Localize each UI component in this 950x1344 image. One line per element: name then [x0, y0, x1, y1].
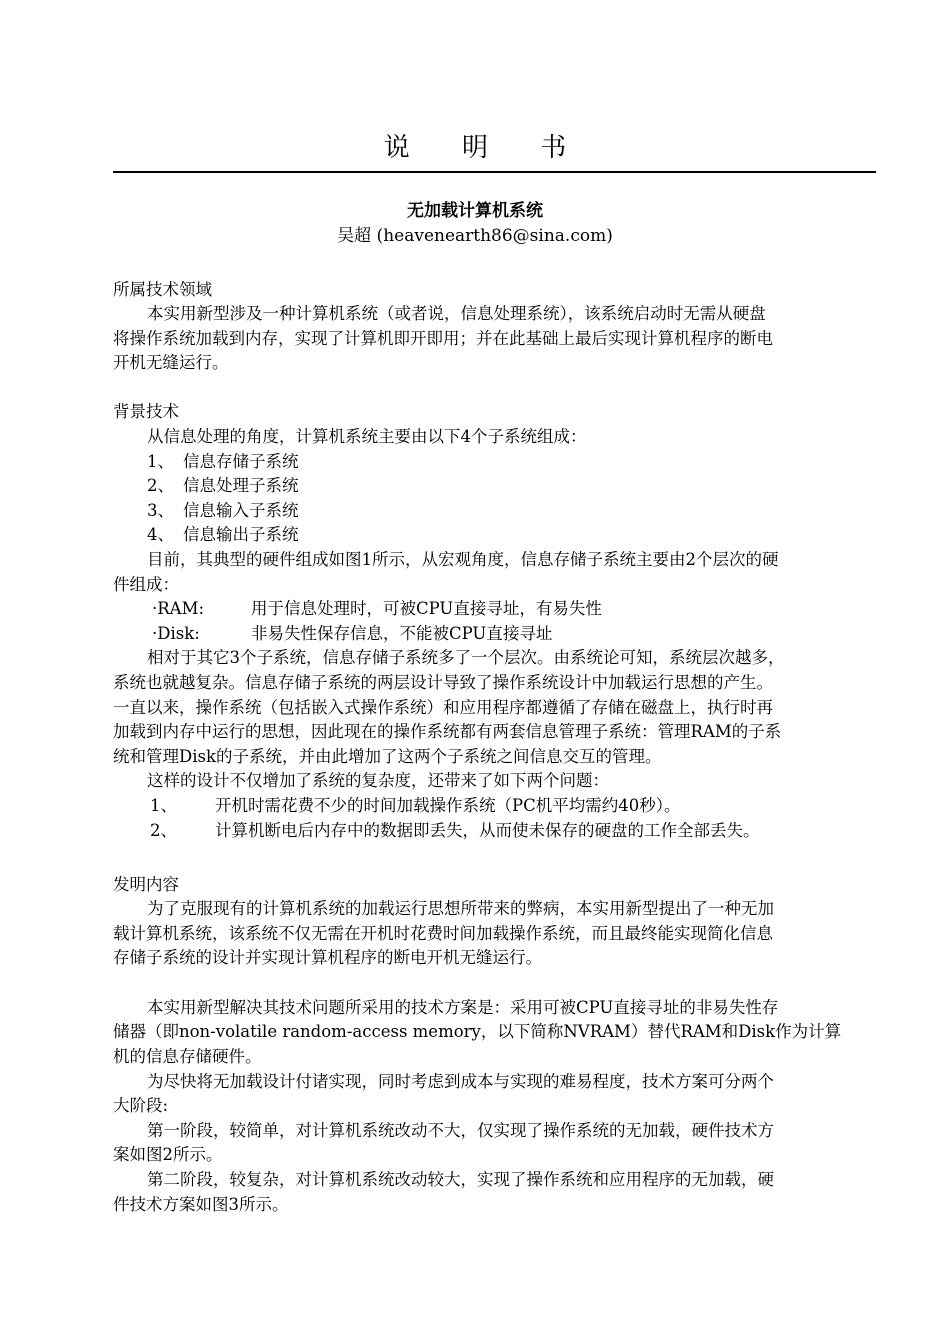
- paragraph-line: 机的信息存储硬件。: [113, 1047, 262, 1066]
- list-item-number: 3、: [147, 501, 174, 520]
- paragraph-line: 开机无缝运行。: [113, 353, 229, 372]
- list-item-number: 1、: [147, 452, 174, 471]
- paragraph-line: 相对于其它3个子系统，信息存储子系统多了一个层次。由系统论可知，系统层次越多，: [147, 648, 785, 667]
- problem-number: 1、: [150, 796, 177, 815]
- list-item-number: 4、: [147, 525, 174, 544]
- paragraph-line: 从信息处理的角度，计算机系统主要由以下4个子系统组成：: [147, 427, 587, 446]
- paragraph-line: 件技术方案如图3所示。: [113, 1195, 289, 1214]
- paragraph-line: 储器（即non-volatile random-access memory，以下简称NVRAM）替代RAM和Disk作为计算: [113, 1022, 842, 1041]
- paragraph-line: 加载到内存中运行的思想，因此现在的操作系统都有两套信息管理子系统：管理RAM的子系: [113, 722, 782, 741]
- problem-text: 计算机断电后内存中的数据即丢失，从而使未保存的硬盘的工作全部丢失。: [215, 821, 760, 840]
- paragraph-line: 载计算机系统，该系统不仅无需在开机时花费时间加载操作系统，而且最终能实现简化信息: [113, 924, 773, 943]
- list-item-text: 信息处理子系统: [183, 476, 299, 495]
- title-divider: [113, 171, 876, 173]
- list-item-text: 信息输出子系统: [183, 525, 299, 544]
- list-item-text: 信息输入子系统: [183, 501, 299, 520]
- section-heading-invention: 发明内容: [113, 875, 179, 894]
- paragraph-line: 本实用新型涉及一种计算机系统（或者说，信息处理系统），该系统启动时无需从硬盘: [147, 304, 766, 323]
- paragraph-line: 为尽快将无加载设计付诸实现，同时考虑到成本与实现的难易程度，技术方案可分两个: [147, 1072, 774, 1091]
- problem-text: 开机时需花费不少的时间加载操作系统（PC机平均需约40秒）。: [215, 796, 681, 815]
- paragraph-line: 第二阶段，较复杂，对计算机系统改动较大，实现了操作系统和应用程序的无加载，硬: [147, 1170, 774, 1189]
- paragraph-line: 统和管理Disk的子系统，并由此增加了这两个子系统之间信息交互的管理。: [113, 747, 662, 766]
- bullet-definition: 用于信息处理时，可被CPU直接寻址，有易失性: [251, 599, 602, 618]
- bullet-term: ·RAM:: [152, 599, 205, 618]
- paragraph-line: 将操作系统加载到内存，实现了计算机即开即用；并在此基础上最后实现计算机程序的断电: [113, 329, 773, 348]
- problem-number: 2、: [150, 821, 177, 840]
- list-item-text: 信息存储子系统: [183, 452, 299, 471]
- section-heading-field: 所属技术领域: [113, 280, 212, 299]
- paragraph-line: 件组成：: [113, 575, 179, 594]
- section-heading-background: 背景技术: [113, 402, 179, 421]
- bullet-term: ·Disk:: [152, 624, 200, 643]
- list-item-number: 2、: [147, 476, 174, 495]
- paragraph-line: 案如图2所示。: [113, 1145, 223, 1164]
- paragraph-line: 这样的设计不仅增加了系统的复杂度，还带来了如下两个问题：: [147, 771, 609, 790]
- paragraph-line: 第一阶段，较简单，对计算机系统改动不大，仅实现了操作系统的无加载，硬件技术方: [147, 1121, 774, 1140]
- document-title: 说 明 书: [383, 133, 589, 163]
- bullet-definition: 非易失性保存信息，不能被CPU直接寻址: [251, 624, 553, 643]
- author-line: 吴超 (heavenearth86@sina.com): [337, 226, 613, 246]
- paragraph-line: 系统也就越复杂。信息存储子系统的两层设计导致了操作系统设计中加载运行思想的产生。: [113, 673, 773, 692]
- paragraph-line: 目前，其典型的硬件组成如图1所示，从宏观角度，信息存储子系统主要由2个层次的硬: [147, 550, 779, 569]
- paragraph-line: 存储子系统的设计并实现计算机程序的断电开机无缝运行。: [113, 948, 542, 967]
- paragraph-line: 为了克服现有的计算机系统的加载运行思想所带来的弊病，本实用新型提出了一种无加: [147, 899, 774, 918]
- invention-title: 无加载计算机系统: [407, 201, 543, 221]
- paragraph-line: 本实用新型解决其技术问题所采用的技术方案是：采用可被CPU直接寻址的非易失性存: [147, 998, 779, 1017]
- paragraph-line: 大阶段:: [113, 1096, 169, 1115]
- paragraph-line: 一直以来，操作系统（包括嵌入式操作系统）和应用程序都遵循了存储在磁盘上，执行时再: [113, 698, 773, 717]
